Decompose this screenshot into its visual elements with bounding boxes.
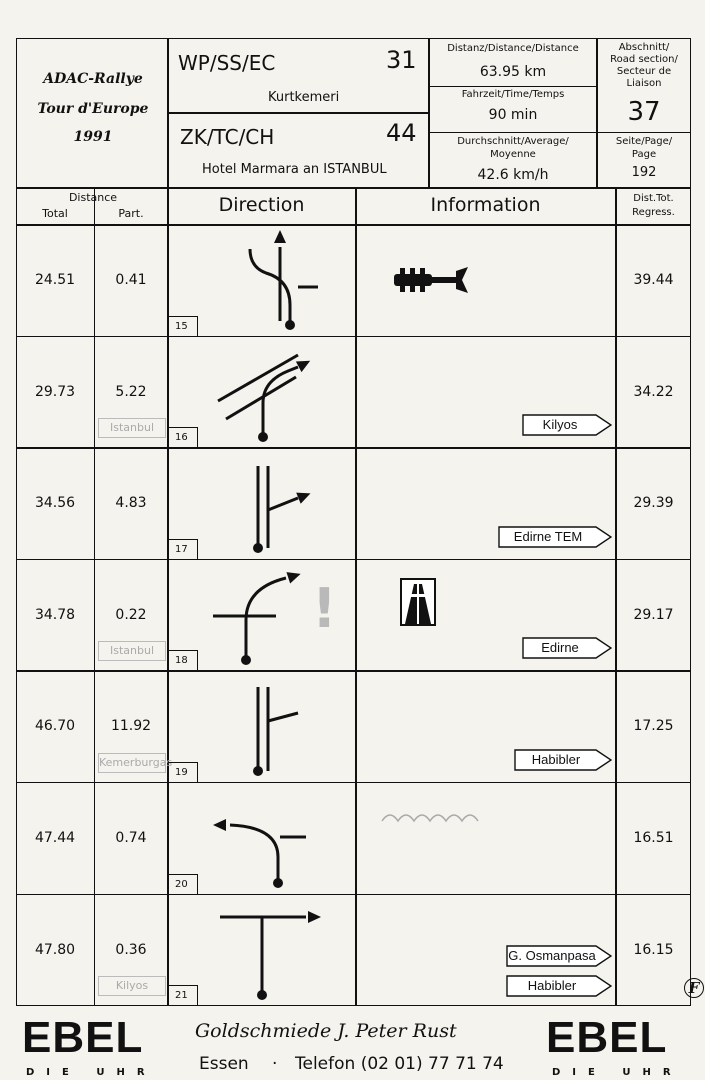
direction-tulip-diagram (168, 671, 355, 782)
ebel-tagline-left: DIE UHR (26, 1067, 157, 1078)
direction-sign-label: Edirne TEM (513, 528, 583, 544)
ebel-logo-left: EBEL (22, 1013, 144, 1062)
total-distance: 34.56 (34, 495, 76, 512)
section-number: 37 (627, 97, 661, 127)
average-label-1: Durchschnitt/Average/ (457, 136, 569, 147)
table-row (0, 448, 705, 560)
tulip-number: 21 (168, 985, 198, 1005)
direction-sign-label: G. Osmanpasa (508, 947, 596, 963)
col-distance: Distance (68, 191, 118, 204)
table-row (0, 225, 705, 337)
section-label-3: Secteur de (616, 66, 672, 77)
direction-sign-label: Habibler (531, 751, 581, 767)
partial-distance: 0.41 (115, 272, 147, 288)
page-number: 192 (631, 165, 657, 180)
direction-sign (522, 414, 612, 436)
direction-sign (522, 637, 612, 659)
table-row (0, 560, 705, 672)
control-name: Hotel Marmara an ISTANBUL (202, 162, 387, 177)
page-label-1: Seite/Page/ (615, 136, 673, 147)
distance-label: Distanz/Distance/Distance (447, 43, 579, 54)
total-distance: 47.80 (34, 941, 76, 958)
direction-tulip-diagram (168, 225, 355, 336)
page-label-2: Page (631, 149, 657, 160)
regress-distance: 16.51 (633, 830, 674, 846)
direction-tulip-diagram (168, 895, 355, 1006)
sponsor-name: Goldschmiede J. Peter Rust (195, 1020, 457, 1042)
partial-distance: 11.92 (110, 718, 152, 735)
col-regress: Regress. (632, 207, 675, 218)
direction-tulip-diagram (168, 783, 355, 894)
sponsor-city: Essen (199, 1054, 249, 1074)
time-value: 90 min (488, 107, 538, 123)
stage-number: 31 (386, 46, 417, 74)
distance-value: 63.95 km (479, 64, 547, 80)
total-distance: 24.51 (34, 272, 76, 288)
regress-distance: 34.22 (633, 383, 674, 400)
partial-distance: 0.74 (115, 830, 147, 846)
direction-sign (506, 945, 612, 967)
section-label-2: Road section/ (610, 54, 678, 65)
regress-distance: 39.44 (633, 272, 674, 288)
control-number: 44 (386, 119, 417, 147)
tulip-number: 19 (168, 762, 198, 782)
average-value: 42.6 km/h (477, 167, 549, 183)
direction-sign (506, 975, 612, 997)
motorway-sign-icon (400, 578, 436, 630)
direction-sign-label: Kilyos (542, 417, 578, 433)
sponsor-phone: Telefon (02 01) 77 71 74 (295, 1054, 504, 1074)
table-row (0, 671, 705, 783)
tulip-number: 18 (168, 650, 198, 670)
total-distance: 29.73 (34, 383, 76, 400)
service-wrench-icon (392, 265, 472, 299)
ebel-logo-right: EBEL (546, 1013, 668, 1062)
partial-distance: 4.83 (115, 495, 147, 512)
side-mark: F (684, 978, 704, 998)
tulip-number: 20 (168, 874, 198, 894)
ebel-tagline-right: DIE UHR (552, 1067, 683, 1078)
total-distance: 47.44 (34, 830, 76, 846)
warning-exclamation-icon: ! (312, 576, 337, 640)
ghost-sign: Kilyos (98, 976, 166, 996)
table-row (0, 337, 705, 449)
col-information: Information (430, 194, 541, 216)
regress-distance: 17.25 (633, 718, 674, 735)
direction-sign-label: Habibler (527, 977, 577, 993)
partial-distance: 0.22 (115, 606, 147, 623)
partial-distance: 0.36 (115, 941, 147, 958)
section-label-4: Liaison (626, 78, 662, 89)
stage-name: Kurtkemeri (268, 90, 340, 105)
stage-code: WP/SS/EC (178, 51, 276, 75)
direction-sign-label: Edirne (541, 640, 579, 656)
tulip-number: 16 (168, 427, 198, 447)
average-label-2: Moyenne (490, 149, 536, 160)
col-part: Part. (118, 207, 144, 220)
direction-sign (514, 749, 612, 771)
col-direction: Direction (218, 194, 305, 216)
hedge-icon (380, 807, 480, 831)
section-label-1: Abschnitt/ (618, 42, 670, 53)
tulip-number: 15 (168, 316, 198, 336)
col-dist-tot: Dist.Tot. (633, 193, 674, 204)
direction-tulip-diagram (168, 448, 355, 559)
direction-tulip-diagram (168, 337, 355, 448)
direction-sign (498, 526, 612, 548)
tulip-number: 17 (168, 539, 198, 559)
regress-distance: 29.39 (633, 495, 674, 512)
table-row (0, 783, 705, 895)
footer-sponsor-bar (0, 1012, 705, 1080)
ghost-sign: Kemerburgas (98, 753, 166, 773)
regress-distance: 29.17 (633, 606, 674, 623)
total-distance: 34.78 (34, 606, 76, 623)
rally-year: 1991 (73, 129, 113, 145)
time-label: Fahrzeit/Time/Temps (461, 89, 565, 100)
rally-title-line2: Tour d'Europe (37, 101, 149, 117)
sponsor-dot: · (272, 1054, 278, 1074)
ghost-sign: Istanbul (98, 418, 166, 438)
partial-distance: 5.22 (115, 383, 147, 400)
rally-title-line1: ADAC-Rallye (43, 71, 143, 87)
control-code: ZK/TC/CH (180, 125, 275, 149)
regress-distance: 16.15 (633, 941, 674, 958)
table-row (0, 895, 705, 1007)
total-distance: 46.70 (34, 718, 76, 735)
col-total: Total (42, 207, 68, 220)
ghost-sign: Istanbul (98, 641, 166, 661)
